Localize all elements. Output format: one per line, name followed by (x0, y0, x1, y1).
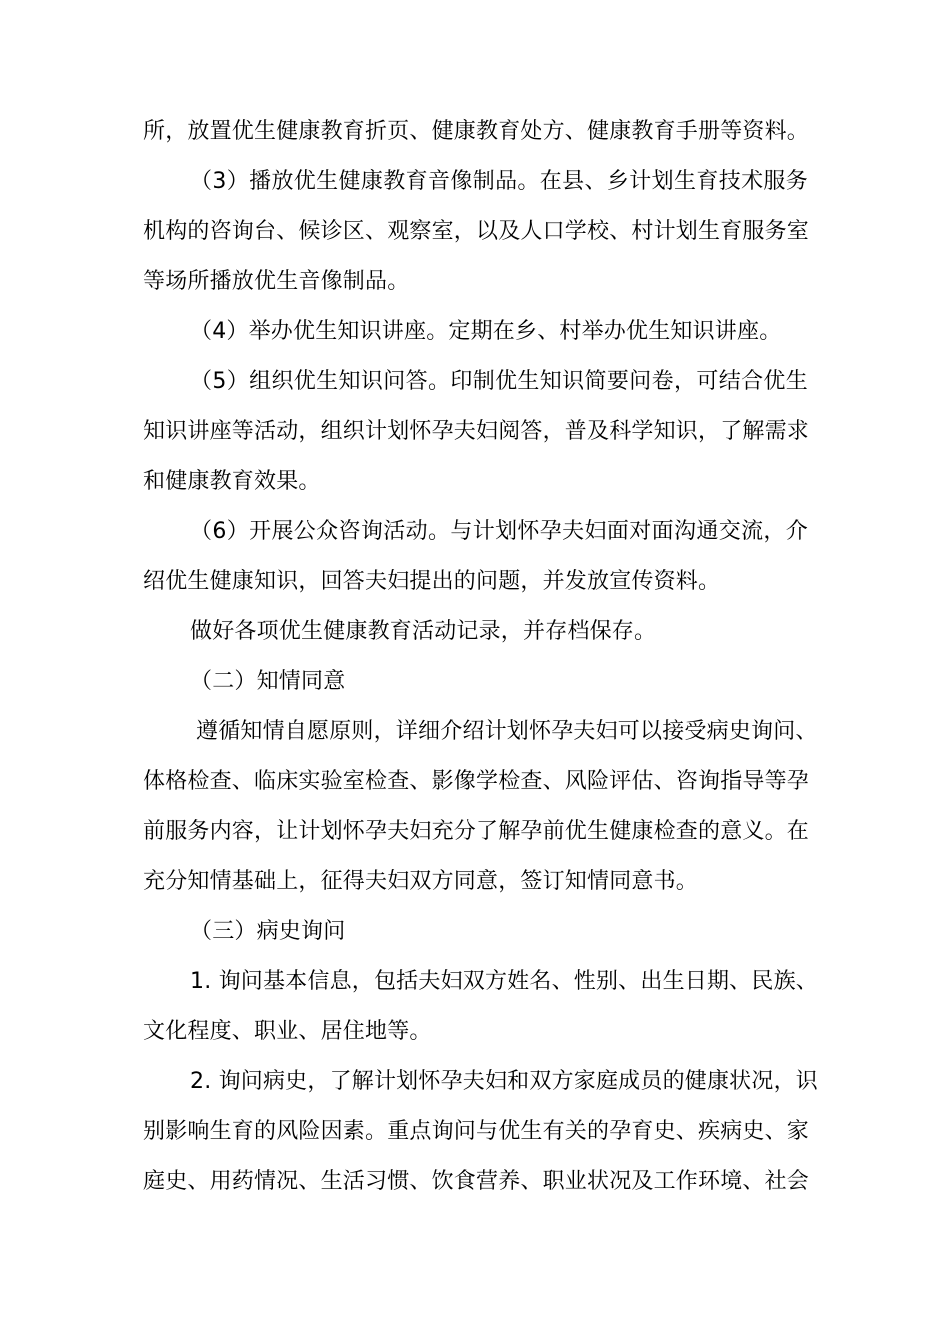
text-line: 知识讲座等活动，组织计划怀孕夫妇阅答，普及科学知识，了解需求 (143, 419, 810, 444)
text-line: （3）播放优生健康教育音像制品。在县、乡计划生育技术服务 (190, 169, 808, 194)
text-line: 绍优生健康知识，回答夫妇提出的问题，并发放宣传资料。 (143, 569, 721, 594)
text-line: （5）组织优生知识问答。印制优生知识简要问卷，可结合优生 (190, 369, 808, 394)
text-line: 体格检查、临床实验室检查、影像学检查、风险评估、咨询指导等孕 (143, 769, 810, 794)
text-line: 别影响生育的风险因素。重点询问与优生有关的孕育史、疾病史、家 (143, 1119, 810, 1144)
text-line: 文化程度、职业、居住地等。 (143, 1019, 432, 1044)
text-line: 所，放置优生健康教育折页、健康教育处方、健康教育手册等资料。 (143, 119, 810, 144)
text-line: 2. 询问病史，了解计划怀孕夫妇和双方家庭成员的健康状况，识 (190, 1069, 818, 1094)
text-line: （6）开展公众咨询活动。与计划怀孕夫妇面对面沟通交流，介 (190, 519, 808, 544)
text-line: 机构的咨询台、候诊区、观察室，以及人口学校、村计划生育服务室 (143, 219, 810, 244)
text-line: 和健康教育效果。 (143, 469, 321, 494)
section-heading: （三）病史询问 (190, 919, 346, 944)
text-line: 遵循知情自愿原则，详细介绍计划怀孕夫妇可以接受病史询问、 (196, 719, 818, 744)
text-line: 等场所播放优生音像制品。 (143, 269, 410, 294)
section-heading: （二）知情同意 (190, 669, 346, 694)
text-line: 充分知情基础上，征得夫妇双方同意，签订知情同意书。 (143, 869, 699, 894)
text-line: 1. 询问基本信息，包括夫妇双方姓名、性别、出生日期、民族、 (190, 969, 818, 994)
text-line: 庭史、用药情况、生活习惯、饮食营养、职业状况及工作环境、社会 (143, 1169, 810, 1194)
text-line: 前服务内容，让计划怀孕夫妇充分了解孕前优生健康检查的意义。在 (143, 819, 810, 844)
text-line: （4）举办优生知识讲座。定期在乡、村举办优生知识讲座。 (190, 319, 782, 344)
text-line: 做好各项优生健康教育活动记录，并存档保存。 (190, 619, 657, 644)
